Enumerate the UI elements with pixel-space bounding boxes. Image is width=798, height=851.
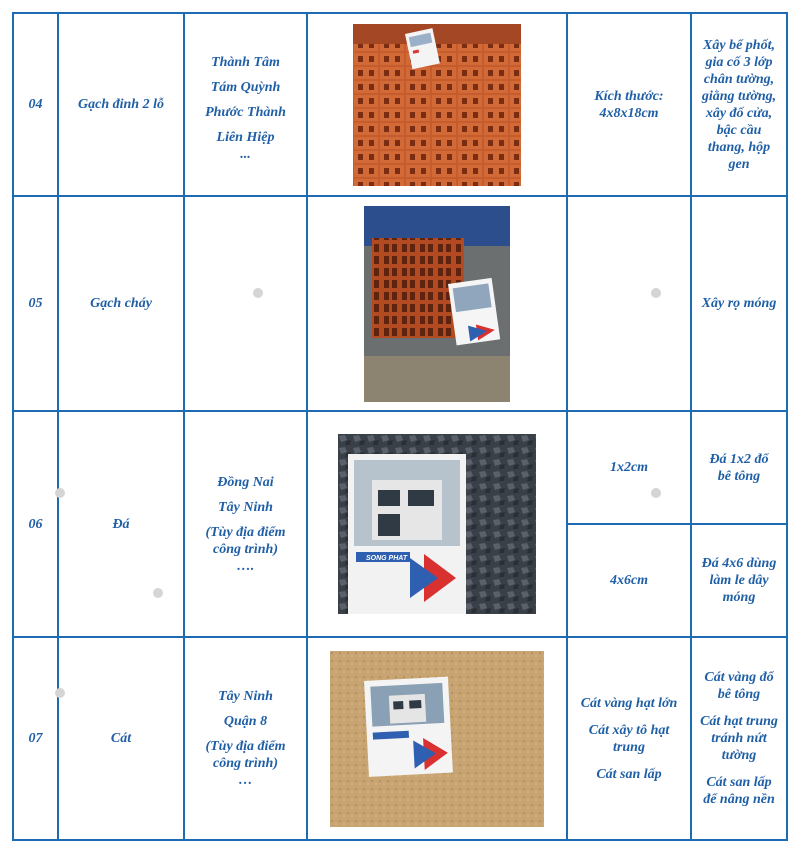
source-item: (Tùy địa điểm công trình) … [205, 739, 286, 788]
row-number: 05 [13, 196, 58, 411]
usage-cell [691, 524, 787, 637]
material-name: Cát [58, 637, 184, 840]
watermark-dot [153, 588, 163, 598]
source-list [184, 196, 307, 411]
source-list [184, 13, 307, 196]
size-cell [567, 637, 691, 840]
source-item: (Tùy địa điểm công trình) …. [205, 524, 286, 574]
table-row [13, 13, 787, 196]
source-item: Liên Hiệp [216, 130, 275, 145]
row-number: 04 [13, 13, 58, 196]
watermark-dot [55, 488, 65, 498]
size-cell [567, 411, 691, 524]
burnt-brick-photo [364, 206, 510, 402]
sand-photo [330, 651, 544, 827]
usage-text: Xây rọ móng [701, 296, 777, 311]
size-text: Kích thước: 4x8x18cm [594, 88, 664, 121]
watermark-dot [55, 688, 65, 698]
source-item: Phước Thành [205, 105, 286, 120]
source-list [184, 411, 307, 637]
material-image-cell [307, 411, 567, 637]
usage-text: Đá 1x2 đổ bê tông [709, 451, 769, 484]
material-name: Đá [58, 411, 184, 637]
usage-cell [691, 637, 787, 840]
size-text: Cát xây tô hạt trung [588, 722, 670, 755]
usage-text: Cát hạt trung tránh nứt tường [700, 714, 778, 763]
table-row [13, 637, 787, 840]
source-item: Thành Tâm [211, 55, 280, 70]
brochure-brand: SONG PHAT [366, 555, 408, 562]
watermark-dot [651, 288, 661, 298]
row-number: 06 [13, 411, 58, 637]
source-item: ... [240, 147, 251, 162]
usage-text: Đá 4x6 dùng làm le dây móng [701, 556, 777, 605]
usage-cell [691, 13, 787, 196]
usage-text: Xây bể phốt, gia cố 3 lớp chân tường, giằng tường, xây đố cửa, bậc cầu thang, hộp gen [701, 37, 777, 172]
watermark-dot [651, 488, 661, 498]
usage-text: Cát vàng đổ bê tông [704, 670, 774, 702]
crushed-stone-photo [338, 434, 536, 614]
row-number: 07 [13, 637, 58, 840]
brick-pallet-photo [353, 24, 521, 186]
table-row [13, 196, 787, 411]
material-name: Gạch cháy [58, 196, 184, 411]
size-text: Cát san lấp [596, 766, 662, 782]
source-item: Đồng Nai [217, 474, 274, 490]
table-row [13, 411, 787, 524]
size-cell [567, 196, 691, 411]
usage-cell [691, 196, 787, 411]
source-item: Tây Ninh [218, 499, 273, 515]
size-text: 1x2cm [609, 460, 649, 475]
material-name: Gạch đinh 2 lỗ [58, 13, 184, 196]
materials-table [12, 12, 788, 841]
material-image-cell [307, 637, 567, 840]
source-item: Quận 8 [223, 714, 268, 729]
usage-text: Cát san lấp để nâng nền [703, 775, 775, 807]
size-cell [567, 524, 691, 637]
source-list [184, 637, 307, 840]
usage-cell [691, 411, 787, 524]
source-item: Tám Quỳnh [210, 80, 281, 95]
size-text: Cát vàng hạt lớn [580, 695, 678, 711]
watermark-dot [253, 288, 263, 298]
source-item: Tây Ninh [218, 689, 273, 704]
material-image-cell [307, 13, 567, 196]
size-text: 4x6cm [609, 573, 649, 588]
material-image-cell [307, 196, 567, 411]
size-cell [567, 13, 691, 196]
